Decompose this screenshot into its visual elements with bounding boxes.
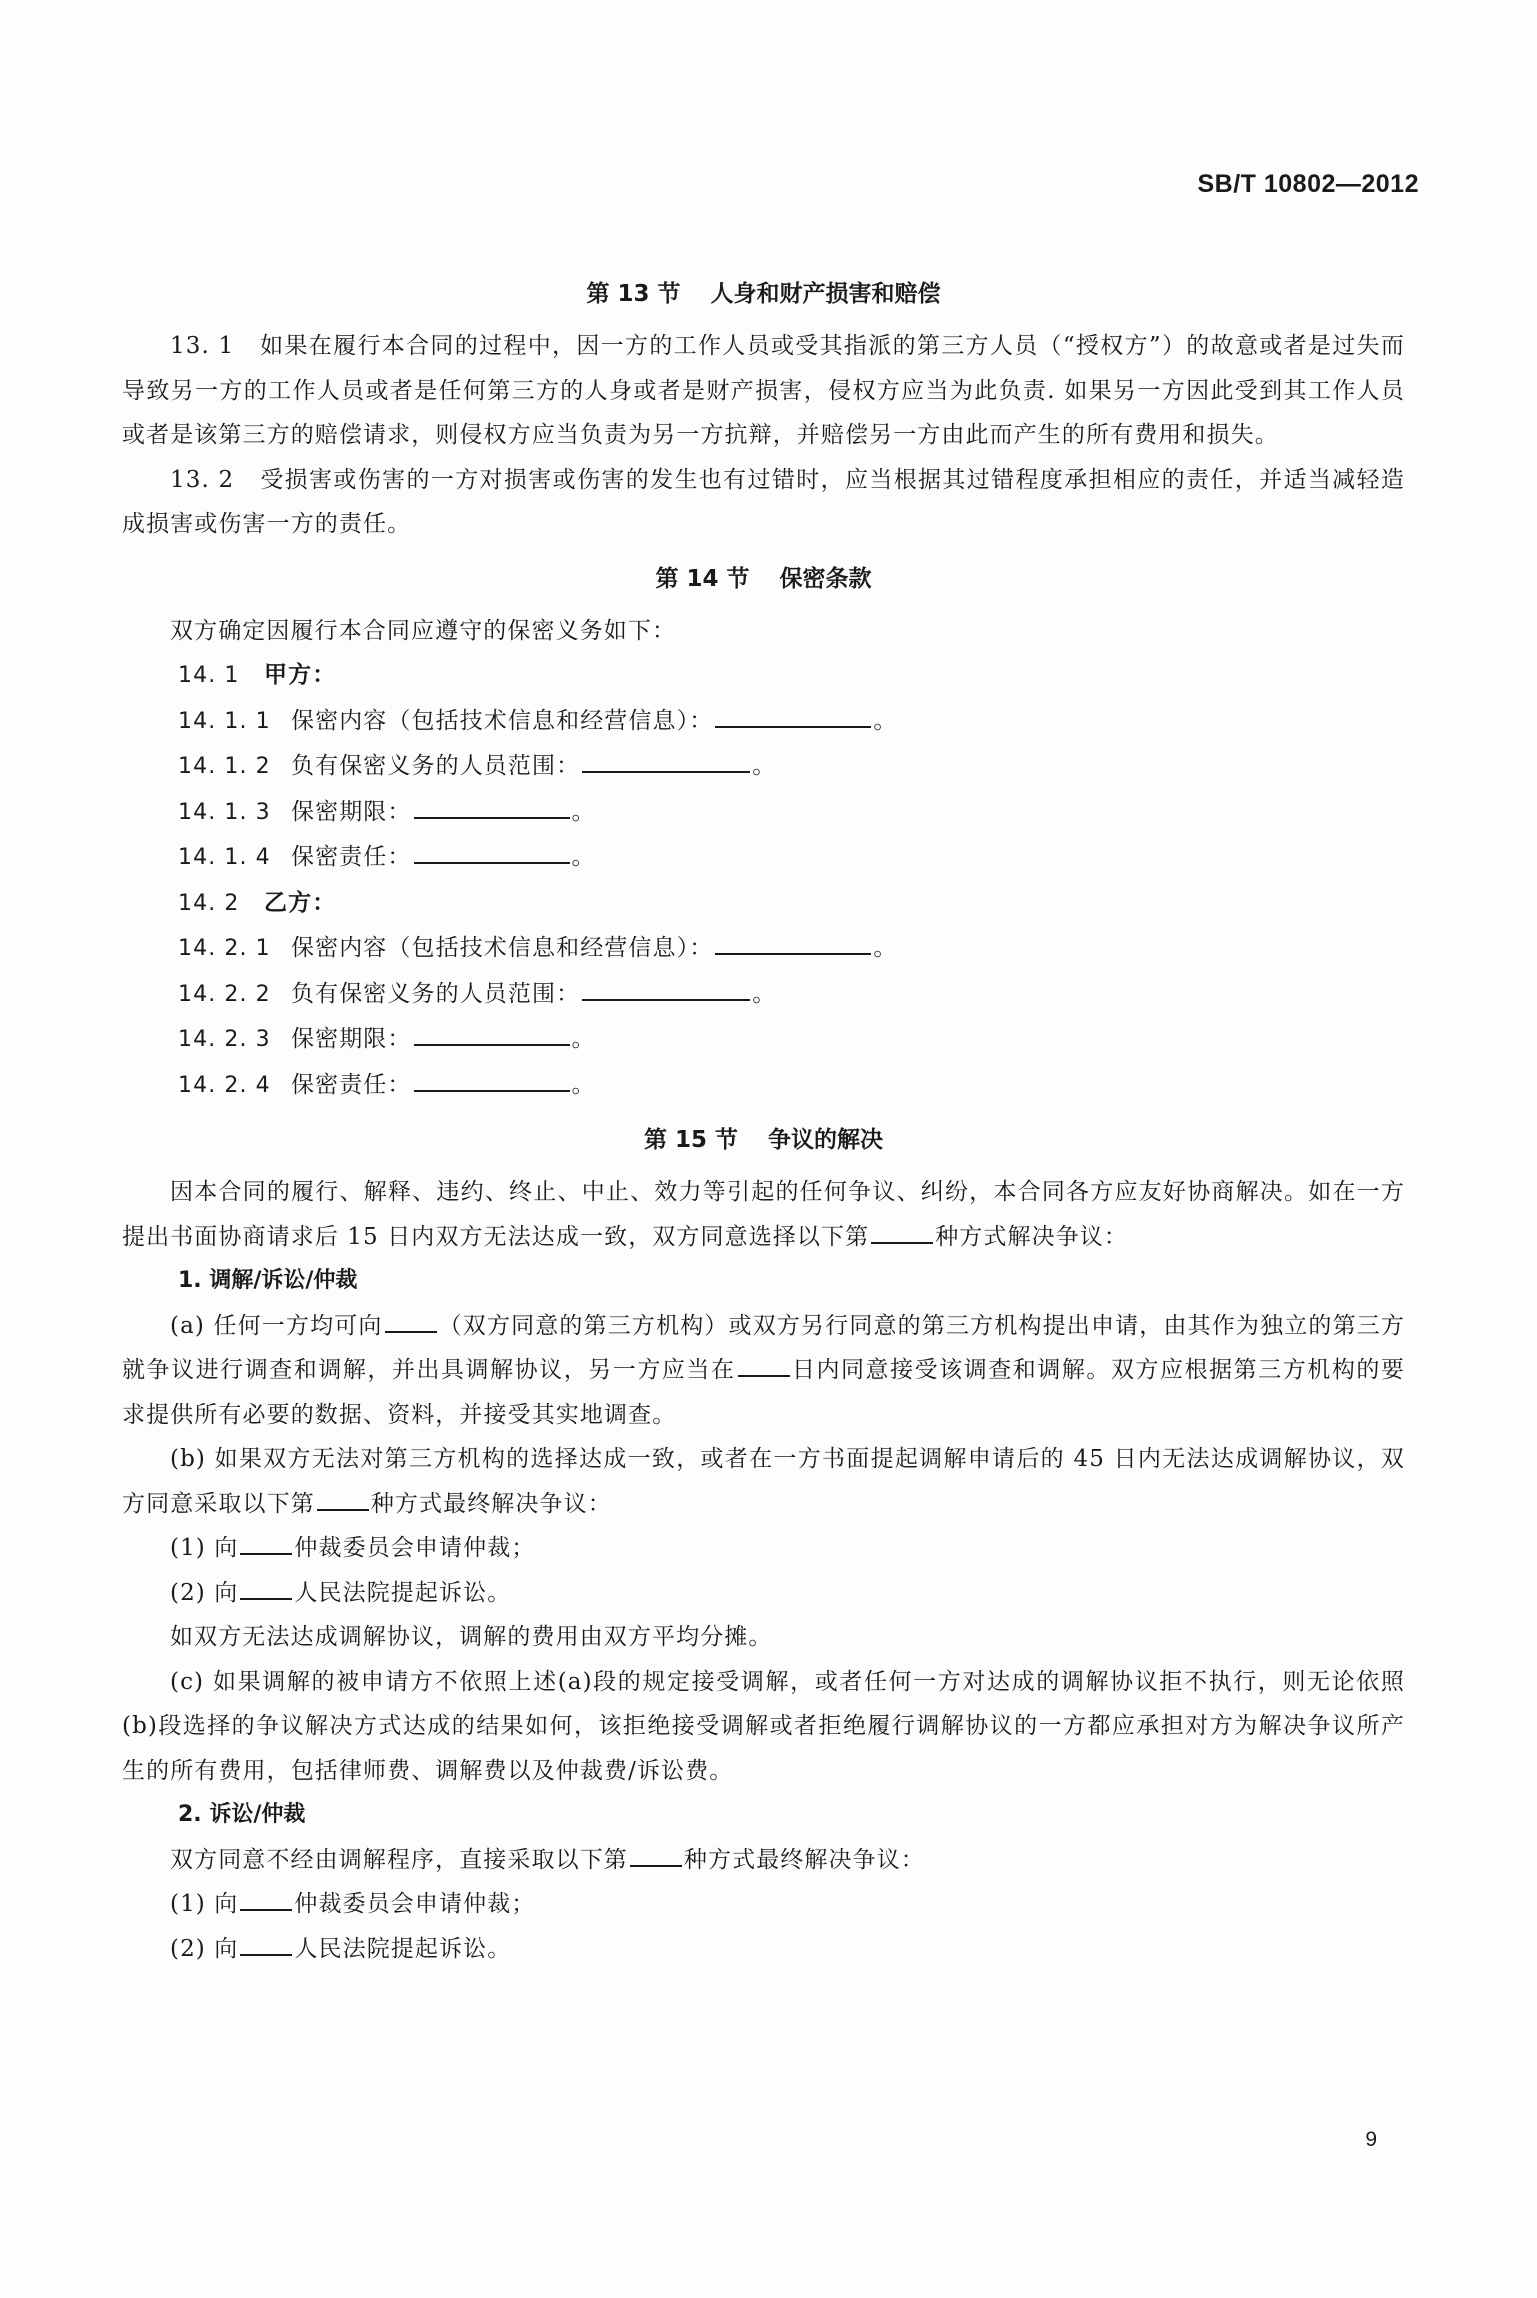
fill-blank [738, 1349, 790, 1377]
clause-14-2-4-number: 14. 2. 4 [178, 1072, 271, 1098]
fill-blank [630, 1839, 682, 1867]
clause-14-1-3-text: 保密期限： [291, 798, 412, 825]
section-15-intro-tail: 种方式解决争议： [935, 1223, 1129, 1250]
clause-13-2-number: 13. 2 [170, 466, 235, 493]
option-2-intro [122, 1838, 1405, 1883]
clause-15-b-1-suffix: 仲裁委员会申请仲裁； [294, 1535, 536, 1561]
clause-14-1-2-number: 14. 1. 2 [178, 754, 271, 779]
clause-15-a-text-2: （双方同意的第三方机构）或双方另行同意的第三方机构提出申请，由其作为独立的第三方就争议进行调查和调解，并出具调解协议，另一方应当在 [122, 1312, 1405, 1383]
fill-blank [240, 1883, 292, 1911]
clause-13-2 [122, 458, 1405, 547]
clause-14-1-4-number: 14. 1. 4 [178, 845, 271, 870]
clause-15-b-1 [122, 1526, 1405, 1571]
clause-15-a [122, 1304, 1405, 1438]
clause-14-1-2 [122, 744, 1405, 790]
fill-blank [414, 1018, 570, 1046]
period: 。 [571, 1026, 596, 1052]
clause-14-2-number: 14. 2 [178, 890, 240, 916]
option-2-item-2-suffix: 人民法院提起诉讼。 [294, 1935, 512, 1962]
clause-15-b-2-prefix: (2) 向 [170, 1579, 239, 1606]
fill-blank [414, 791, 570, 819]
period: 。 [571, 1071, 596, 1098]
section-13-number: 第 13 节 [586, 281, 681, 307]
clause-14-1 [122, 653, 1405, 699]
clause-15-b-2 [122, 1571, 1405, 1616]
option-2-item-1-suffix: 仲裁委员会申请仲裁； [294, 1891, 536, 1917]
clause-14-2 [122, 881, 1405, 927]
section-15-intro-text: 因本合同的履行、解释、违约、终止、中止、效力等引起的任何争议、纠纷，本合同各方应友好协商解决。如在一方提出书面协商请求后 15 日内双方无法达成一致，双方同意选择以下第 [122, 1179, 1405, 1250]
clause-15-b [122, 1437, 1405, 1526]
option-2-item-1 [122, 1882, 1405, 1927]
option-1-title: 1. 调解/诉讼/仲裁 [178, 1268, 358, 1293]
clause-15-b-1-prefix: (1) 向 [170, 1535, 239, 1561]
clause-14-1-3-number: 14. 1. 3 [178, 799, 271, 825]
clause-14-1-3 [122, 790, 1405, 836]
period: 。 [873, 707, 898, 734]
clause-14-2-3-text: 保密期限： [291, 1026, 412, 1052]
clause-14-1-1 [122, 699, 1405, 745]
fill-blank [317, 1483, 369, 1511]
section-14-intro: 双方确定因履行本合同应遵守的保密义务如下： [170, 617, 677, 644]
section-15-number: 第 15 节 [643, 1127, 739, 1153]
clause-14-1-number: 14. 1 [178, 663, 240, 688]
clause-14-2-2-number: 14. 2. 2 [178, 981, 271, 1007]
option-2-title: 2. 诉讼/仲裁 [178, 1802, 306, 1827]
fill-blank [715, 927, 871, 955]
fill-blank [240, 1527, 292, 1555]
section-15-title [122, 1118, 1405, 1162]
period: 。 [571, 798, 596, 825]
section-14-title [122, 557, 1405, 601]
clause-14-2-1-text: 保密内容（包括技术信息和经营信息）： [291, 935, 714, 961]
fill-blank [414, 1064, 570, 1092]
fill-blank [871, 1216, 933, 1244]
clause-13-1-text: 如果在履行本合同的过程中，因一方的工作人员或受其指派的第三方人员（“授权方”）的故意或者是过失而导致另一方的工作人员或者是任何第三方的人身或者是财产损害，侵权方应当为此负责. 如果另一方因此受到其工作人员或者是该第三方的赔偿请求，则侵权方应当负责为另一方抗辩，并赔偿另一方由此而产生的所有费用和损失。 [122, 333, 1405, 448]
fill-blank [582, 745, 750, 773]
standard-code: SB/T 10802—2012 [1197, 170, 1419, 198]
clause-14-2-2 [122, 972, 1405, 1018]
option-2-item-2 [122, 1927, 1405, 1972]
fill-blank [715, 700, 871, 728]
fill-blank [385, 1305, 437, 1333]
party-b-label: 乙方： [264, 889, 337, 916]
section-13-heading: 人身和财产损害和赔偿 [710, 281, 941, 307]
clause-14-2-3-number: 14. 2. 3 [178, 1027, 271, 1052]
clause-15-a-text-3: 日内同意接受该调查和调解。双方应根据第三方机构的要求提供所有必要的数据、资料，并接受其实地调查。 [122, 1357, 1406, 1428]
period: 。 [873, 935, 898, 961]
section-13-title [122, 272, 1405, 316]
section-15-intro [122, 1170, 1405, 1259]
clause-14-2-1 [122, 926, 1405, 972]
clause-14-1-4-text: 保密责任： [291, 844, 412, 870]
clause-14-2-3 [122, 1017, 1405, 1063]
clause-14-1-1-text: 保密内容（包括技术信息和经营信息）： [291, 707, 714, 734]
clause-15-a-text-1: (a) 任何一方均可向 [170, 1312, 383, 1339]
clause-14-2-4-text: 保密责任： [291, 1071, 412, 1098]
option-2-intro-tail: 种方式最终解决争议： [683, 1846, 925, 1873]
clause-14-2-2-text: 负有保密义务的人员范围： [291, 980, 581, 1007]
clause-13-1-number: 13. 1 [170, 333, 235, 359]
clause-14-1-1-number: 14. 1. 1 [178, 708, 271, 734]
clause-13-1 [122, 324, 1405, 458]
clause-14-1-2-text: 负有保密义务的人员范围： [291, 753, 581, 779]
option-2-intro-text: 双方同意不经由调解程序，直接采取以下第 [170, 1846, 628, 1873]
period: 。 [752, 753, 777, 779]
section-15-heading: 争议的解决 [768, 1127, 884, 1153]
mediation-fee-note: 如双方无法达成调解协议，调解的费用由双方平均分摊。 [170, 1624, 773, 1650]
clause-13-2-text: 受损害或伤害的一方对损害或伤害的发生也有过错时，应当根据其过错程度承担相应的责任，并适当减轻造成损害或伤害一方的责任。 [122, 466, 1406, 537]
period: 。 [571, 844, 596, 870]
period: 。 [752, 980, 777, 1007]
clause-15-b-text-1: (b) 如果双方无法对第三方机构的选择达成一致，或者在一方书面提起调解申请后的 45 日内无法达成调解协议，双方同意采取以下第 [122, 1446, 1405, 1517]
section-14-number: 第 14 节 [655, 565, 750, 592]
clause-15-b-2-suffix: 人民法院提起诉讼。 [294, 1579, 512, 1606]
clause-15-c: (c) 如果调解的被申请方不依照上述(a)段的规定接受调解，或者任何一方对达成的调解协议拒不执行，则无论依照(b)段选择的争议解决方式达成的结果如何，该拒绝接受调解或者拒绝履行调解协议的一方都应承担对方为解决争议所产生的所有费用，包括律师费、调解费以及仲裁费/诉讼费。 [122, 1668, 1405, 1784]
fill-blank [240, 1928, 292, 1956]
clause-15-b-text-2: 种方式最终解决争议： [370, 1490, 612, 1517]
fill-blank [240, 1572, 292, 1600]
fill-blank [414, 836, 570, 864]
option-2-item-2-prefix: (2) 向 [170, 1935, 239, 1962]
clause-14-2-4 [122, 1063, 1405, 1109]
clause-14-2-1-number: 14. 2. 1 [178, 936, 271, 961]
section-14-heading: 保密条款 [779, 565, 872, 592]
document-body [122, 262, 1405, 1971]
clause-14-1-4 [122, 835, 1405, 881]
party-a-label: 甲方： [264, 662, 337, 688]
option-2-item-1-prefix: (1) 向 [170, 1891, 239, 1917]
page-number: 9 [1365, 2128, 1377, 2151]
fill-blank [582, 973, 750, 1001]
